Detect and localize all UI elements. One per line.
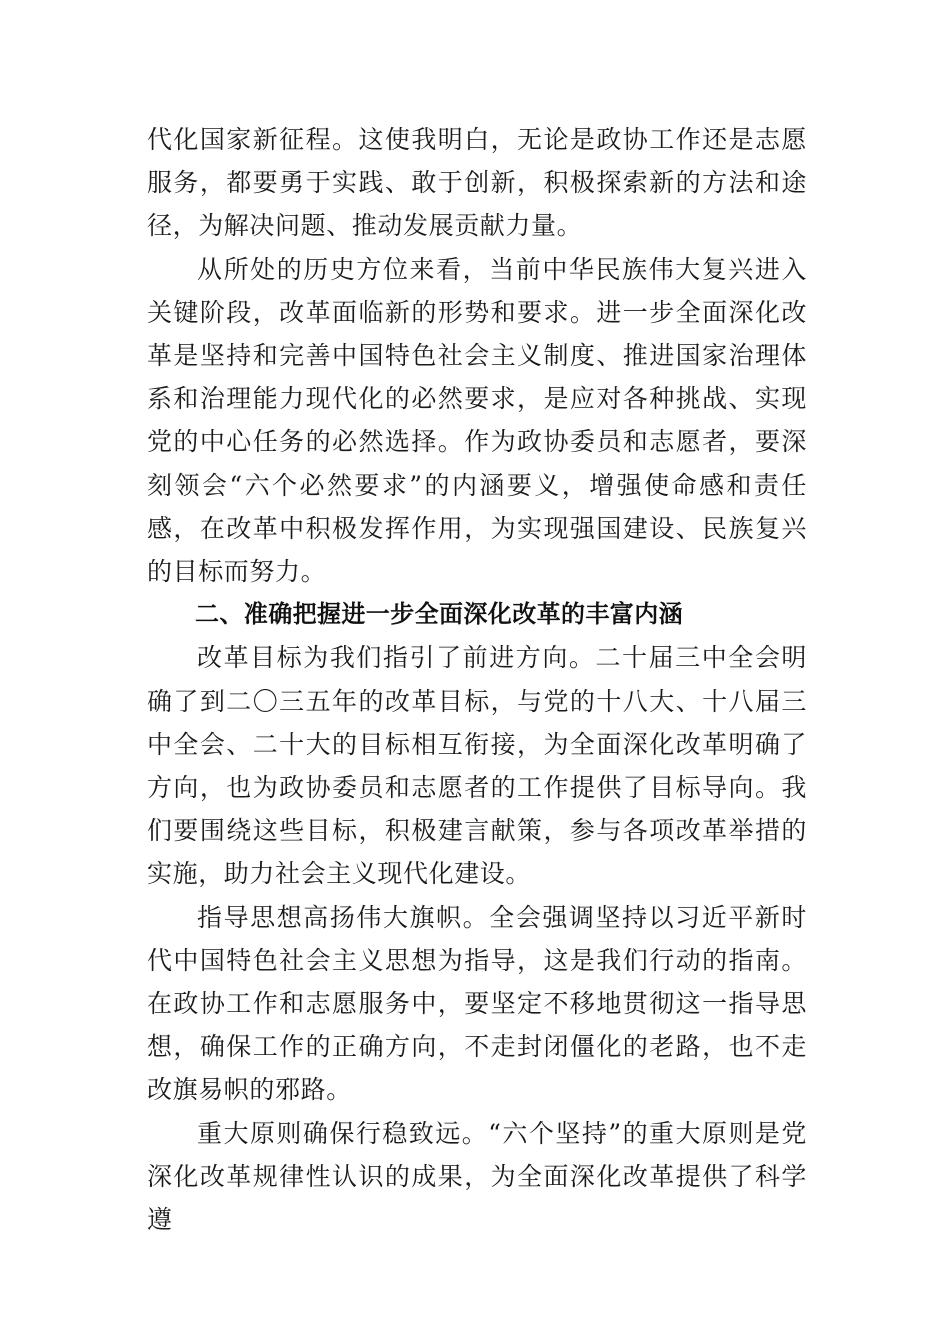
- section-heading: 二、准确把握进一步全面深化改革的丰富内涵: [195, 600, 683, 629]
- document-body: [147, 118, 807, 1241]
- paragraph-3: 改革目标为我们指引了前进方向。二十届三中全会明确了到二〇三五年的改革目标，与党的十八大、十八届三中全会、二十大的目标相互衔接，为全面深化改革明确了方向，也为政协委员和志愿者的工作提供了目标导向。我们要围绕这些目标，积极建言献策，参与各项改革举措的实施，助力社会主义现代化建设。: [147, 643, 807, 889]
- paragraph-2: 从所处的历史方位来看，当前中华民族伟大复兴进入关键阶段，改革面临新的形势和要求。进一步全面深化改革是坚持和完善中国特色社会主义制度、推进国家治理体系和治理能力现代化的必然要求，是应对各种挑战、实现党的中心任务的必然选择。作为政协委员和志愿者，要深刻领会“六个必然要求”的内涵要义，增强使命感和责任感，在改革中积极发挥作用，为实现强国建设、民族复兴的目标而努力。: [147, 254, 807, 587]
- paragraph-5: 重大原则确保行稳致远。“六个坚持”的重大原则是党深化改革规律性认识的成果，为全面深化改革提供了科学遵: [147, 1118, 807, 1235]
- paragraph-4: 指导思想高扬伟大旗帜。全会强调坚持以习近平新时代中国特色社会主义思想为指导，这是我们行动的指南。在政协工作和志愿服务中，要坚定不移地贯彻这一指导思想，确保工作的正确方向，不走封闭僵化的老路，也不走改旗易帜的邪路。: [147, 902, 807, 1105]
- paragraph-1: 代化国家新征程。这使我明白，无论是政协工作还是志愿服务，都要勇于实践、敢于创新，积极探索新的方法和途径，为解决问题、推动发展贡献力量。: [147, 125, 807, 241]
